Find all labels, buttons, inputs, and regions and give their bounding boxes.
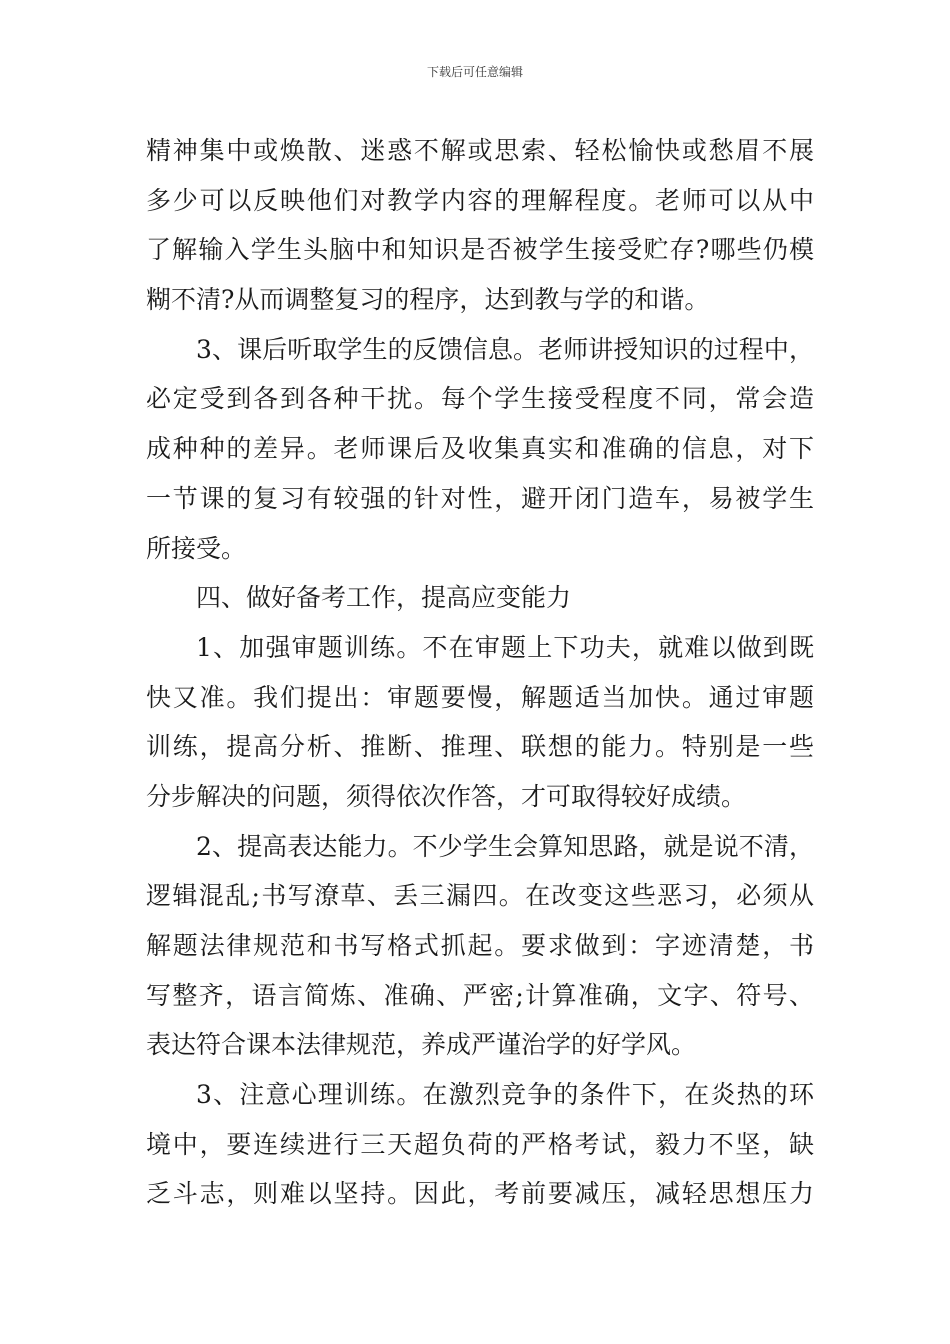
text-line: 解题法律规范和书写格式抓起。要求做到：字迹清楚，书 bbox=[146, 931, 814, 960]
text-line: 分步解决的问题，须得依次作答，才可取得较好成绩。 bbox=[146, 781, 747, 811]
paragraph-start-line: 1、加强审题训练。不在审题上下功夫，就难以做到既 bbox=[196, 632, 814, 662]
text-line: 成种种的差异。老师课后及收集真实和准确的信息，对下 bbox=[146, 434, 814, 464]
text-line: 乏斗志，则难以坚持。因此，考前要减压，减轻思想压力 bbox=[146, 1179, 814, 1209]
text-line: 训练，提高分析、推断、推理、联想的能力。特别是一些 bbox=[146, 732, 814, 762]
paragraph-start-line: 3、课后听取学生的反馈信息。老师讲授知识的过程中， bbox=[196, 334, 814, 364]
document-body bbox=[146, 126, 814, 1219]
section-heading: 四、做好备考工作，提高应变能力 bbox=[196, 583, 572, 613]
text-line: 所接受。 bbox=[146, 533, 247, 563]
paragraph-start-line: 3、注意心理训练。在激烈竞争的条件下，在炎热的环 bbox=[196, 1080, 814, 1110]
text-line: 了解输入学生头脑中和知识是否被学生接受贮存?哪些仍模 bbox=[146, 235, 814, 265]
text-line: 一节课的复习有较强的针对性，避开闭门造车，易被学生 bbox=[146, 483, 814, 513]
text-line: 表达符合课本法律规范，养成严谨治学的好学风。 bbox=[146, 1030, 697, 1060]
text-line: 快又准。我们提出：审题要慢，解题适当加快。通过审题 bbox=[146, 682, 814, 712]
page-header: 下载后可任意编辑 bbox=[426, 65, 523, 79]
text-line: 多少可以反映他们对教学内容的理解程度。老师可以从中 bbox=[146, 185, 814, 215]
text-line: 精神集中或焕散、迷惑不解或思索、轻松愉快或愁眉不展 bbox=[146, 136, 814, 165]
text-line: 糊不清?从而调整复习的程序，达到教与学的和谐。 bbox=[146, 285, 710, 315]
text-line: 逻辑混乱;书写潦草、丢三漏四。在改变这些恶习，必须从 bbox=[146, 881, 814, 911]
paragraph-start-line: 2、提高表达能力。不少学生会算知思路，就是说不清， bbox=[196, 831, 814, 861]
text-line: 写整齐，语言简炼、准确、严密;计算准确，文字、符号、 bbox=[146, 980, 814, 1010]
text-line: 境中，要连续进行三天超负荷的严格考试，毅力不坚，缺 bbox=[146, 1129, 814, 1159]
text-line: 必定受到各到各种干扰。每个学生接受程度不同，常会造 bbox=[146, 384, 814, 414]
